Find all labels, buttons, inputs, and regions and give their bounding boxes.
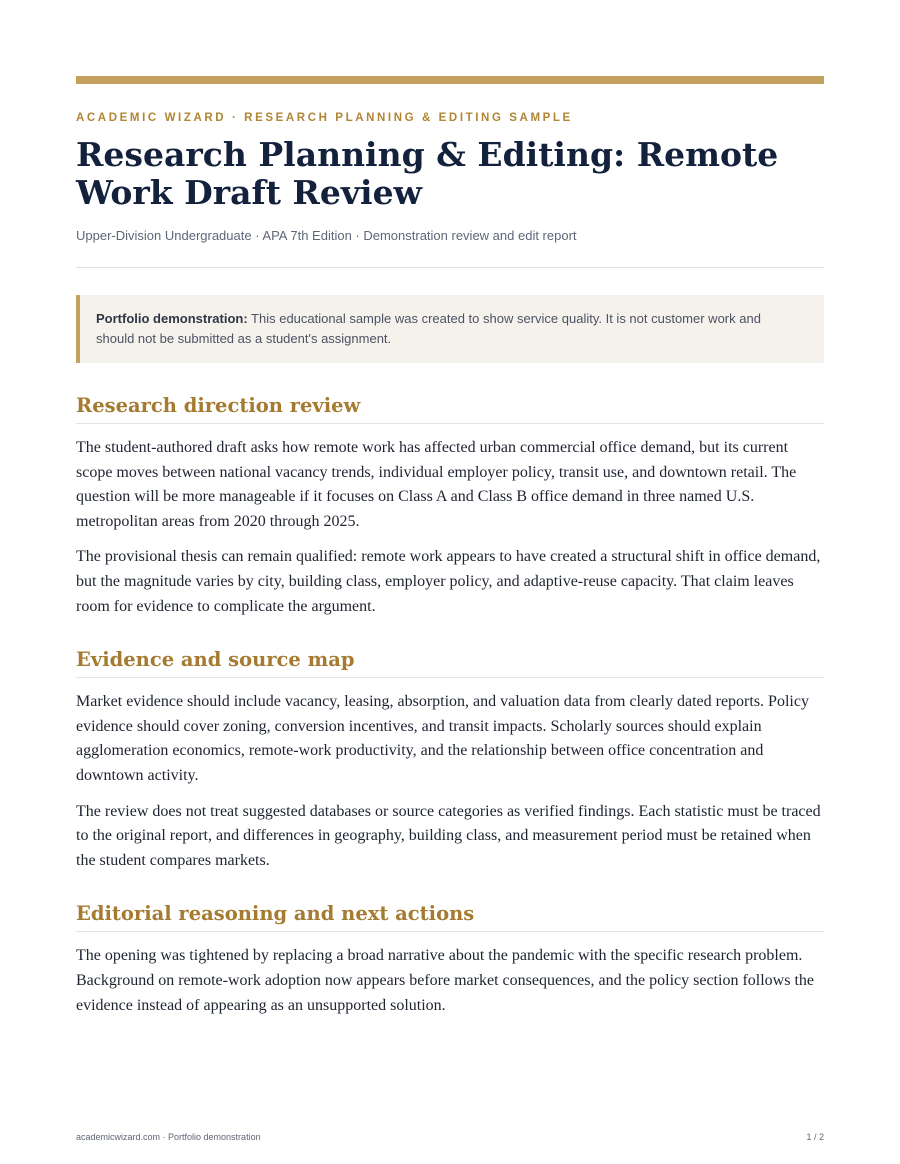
evidence-paragraph-1: Market evidence should include vacancy, leasing, absorption, and valuation data from clearly dated reports. Policy evidence should cover zoning, conversion incentives, and transit impacts. Scholarly sources should explain agglomeration economics, remote-work productivity, and the relationship between office concentration and downtown activity.: [76, 693, 809, 784]
document-page: [76, 76, 824, 1018]
eyebrow-label: ACADEMIC WIZARD · RESEARCH PLANNING & EDITING SAMPLE: [76, 112, 573, 124]
editorial-paragraph-1: The opening was tightened by replacing a broad narrative about the pandemic with the specific research problem. Background on remote-work adoption now appears before market consequences, and the policy section follows the evidence instead of appearing as an unsupported solution.: [76, 947, 814, 1014]
footer-site-label: academicwizard.com · Portfolio demonstration: [76, 1132, 261, 1142]
evidence-paragraph-2: The review does not treat suggested databases or source categories as verified findings. Each statistic must be traced to the original report, and differences in geography, building class, and measurement period must be retained when the student compares markets.: [76, 802, 821, 869]
research-direction-paragraph-2: The provisional thesis can remain qualified: remote work appears to have created a structural shift in office demand, but the magnitude varies by city, building class, employer policy, and adaptive-reuse capacity. That claim leaves room for evidence to complicate the argument.: [76, 548, 821, 615]
section-heading-editorial-reasoning: Editorial reasoning and next actions: [76, 901, 824, 932]
page-title: Research Planning & Editing: Remote Work Draft Review: [76, 135, 779, 212]
research-direction-paragraph-1: The student-authored draft asks how remote work has affected urban commercial office demand, but its current scope moves between national vacancy trends, individual employer policy, transit use, and downtown retail. The question will be more manageable if it focuses on Class A and Class B office demand in three named U.S. metropolitan areas from 2020 through 2025.: [76, 439, 797, 530]
notice-label: Portfolio demonstration:: [96, 311, 248, 326]
section-heading-evidence-source-map: Evidence and source map: [76, 647, 824, 678]
footer-page-number: 1 / 2: [806, 1132, 824, 1142]
notice-text: This educational sample was created to show service quality. It is not customer work and should not be submitted as a student's assignment.: [96, 311, 761, 346]
header-divider: [76, 267, 824, 268]
portfolio-notice: [76, 295, 824, 363]
top-accent-rule: [76, 76, 824, 84]
page-subtitle: Upper-Division Undergraduate · APA 7th Edition · Demonstration review and edit report: [76, 228, 577, 243]
section-heading-research-direction: Research direction review: [76, 393, 824, 424]
